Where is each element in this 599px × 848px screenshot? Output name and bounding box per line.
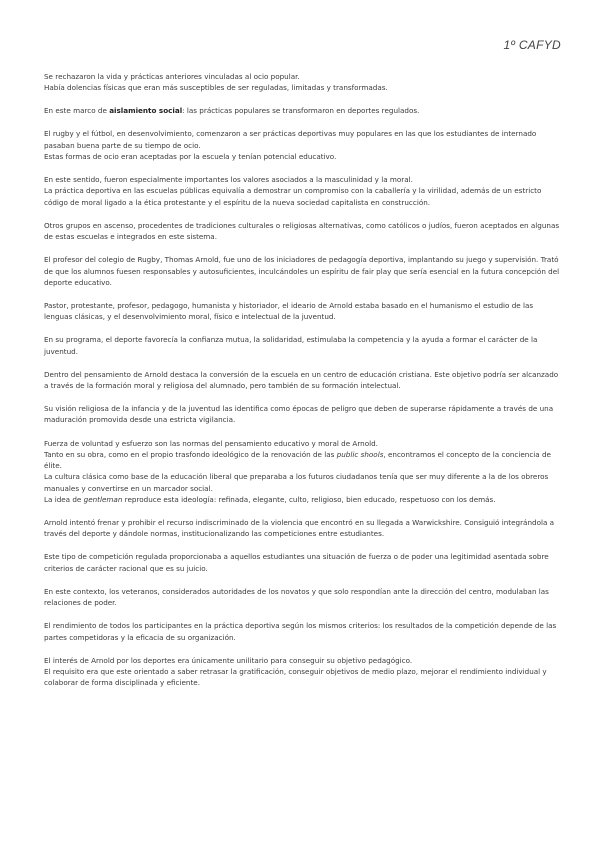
paragraph xyxy=(44,403,562,426)
text-line: La práctica deportiva en las escuelas públicas equivalía a demostrar un compromiso con la caballería y la virilidad, además de un estricto código de moral ligado a la ética protestante y el espíritu de la nueva sociedad capitalista en construcción. xyxy=(44,186,542,207)
paragraph xyxy=(44,334,562,357)
text-line: Su visión religiosa de la infancia y de la juventud las identifica como épocas de peligro que deben de superarse rápidamente a través de una maduración promovida desde una estricta vigilancia. xyxy=(44,404,554,425)
text-line: Este tipo de competición regulada proporcionaba a aquellos estudiantes una situación de fuerza o de poder una legitimidad asentada sobre criterios de carácter racional que es su juicio. xyxy=(44,552,549,573)
paragraph xyxy=(44,620,562,643)
document-body xyxy=(44,71,562,689)
text-line xyxy=(44,449,562,472)
paragraph xyxy=(44,369,562,392)
text-line: En su programa, el deporte favorecía la confianza mutua, la solidaridad, estimulaba la competencia y la ayuda a formar el carácter de la juventud. xyxy=(44,335,538,356)
text-line: El interés de Arnold por los deportes era únicamente unilitario para conseguir su objetivo pedagógico. xyxy=(44,655,413,665)
paragraph xyxy=(44,174,562,208)
text-run: reproduce esta ideología: refinada, elegante, culto, religioso, bien educado, respetuoso con los demás. xyxy=(122,494,496,504)
text-line: Pastor, protestante, profesor, pedagogo, humanista y historiador, el ideario de Arnold estaba basado en el humanismo el estudio de las lenguas clásicas, y el desenvolvimiento moral, físico e intelectual de la juventud. xyxy=(44,300,534,322)
text-line: Arnold intentó frenar y prohibir el recurso indiscriminado de la violencia que encontró en su llegada a Warwickshire. Consiguió integrándola a través del deporte y dándole normas, institucionalizando las competiciones entre estudiantes. xyxy=(44,518,555,539)
text-run: , encontramos el concepto de la conciencia de élite. xyxy=(44,449,551,471)
text-run: : las prácticas populares se transformaron en deportes regulados. xyxy=(182,106,420,116)
text-line: Se rechazaron la vida y prácticas anteriores vinculadas al ocio popular. xyxy=(44,72,300,81)
text-line: El rugby y el fútbol, en desenvolvimiento, comenzaron a ser prácticas deportivas muy populares en las que los estudiantes de internado pasaban buena parte de su tiempo de ocio. xyxy=(44,129,537,150)
text-line: Otros grupos en ascenso, procedentes de tradiciones culturales o religiosas alternativas, como católicos o judíos, fueron aceptados en algunas de estas escuelas e integrados en este sistema. xyxy=(44,220,560,242)
text-line xyxy=(44,105,562,116)
italic-term: gentleman xyxy=(83,494,123,504)
paragraph xyxy=(44,254,562,288)
text-line: Había dolencias físicas que eran más susceptibles de ser reguladas, limitadas y transformadas. xyxy=(44,83,388,93)
bold-term: aislamiento social xyxy=(109,106,183,116)
text-line: Fuerza de voluntad y esfuerzo son las normas del pensamiento educativo y moral de Arnold. xyxy=(44,438,378,448)
text-line: En este contexto, los veteranos, considerados autoridades de los novatos y que solo respondían ante la dirección del centro, modulaban las relaciones de poder. xyxy=(44,586,549,608)
paragraph xyxy=(44,220,562,243)
course-header: 1º CAFYD xyxy=(503,38,561,52)
paragraph xyxy=(44,300,562,323)
italic-term: public shools xyxy=(336,449,384,459)
paragraph xyxy=(44,551,562,574)
text-line: Estas formas de ocio eran aceptadas por la escuela y tenían potencial educativo. xyxy=(44,152,337,162)
text-line: La cultura clásica como base de la educación liberal que preparaba a los futuros ciudadanos tenía que ser muy diferente a la de los obreros manuales y convertirse en un marcador social. xyxy=(44,472,549,493)
text-run: En este marco de xyxy=(44,106,110,116)
paragraph xyxy=(44,438,562,506)
text-line: En este sentido, fueron especialmente importantes los valores asociados a la masculinidad y la moral. xyxy=(44,175,413,185)
paragraph xyxy=(44,71,562,94)
paragraph xyxy=(44,105,562,116)
text-line: Dentro del pensamiento de Arnold destaca la conversión de la escuela en un centro de educación cristiana. Este objetivo podría ser alcanzado a través de la formación moral y religiosa del alumnado, pero también de su formación intelectual. xyxy=(44,369,559,391)
paragraph xyxy=(44,655,562,689)
text-line: El rendimiento de todos los participantes en la práctica deportiva según los mismos criterios: los resultados de la competición depende de las partes competidoras y la eficacia de su organización. xyxy=(44,621,557,642)
paragraph xyxy=(44,128,562,162)
text-run: Tanto en su obra, como en el propio trasfondo ideológico de la renovación de las xyxy=(44,449,337,459)
text-run: La idea de xyxy=(44,494,84,504)
text-line xyxy=(44,494,562,505)
text-line: El profesor del colegio de Rugby, Thomas Arnold, fue uno de los iniciadores de pedagogía deportiva, implantando su juego y supervisión. Trató de que los alumnos fuesen responsables y autosuficientes, inculcándoles un espíritu de fair play que sería esencial en la futura concepción del deporte educativo. xyxy=(44,255,560,287)
paragraph xyxy=(44,517,562,540)
text-line: El requisito era que este orientado a saber retrasar la gratificación, conseguir objetivos de medio plazo, mejorar el rendimiento individual y colaborar de forma disciplinada y eficiente. xyxy=(44,666,547,688)
paragraph xyxy=(44,586,562,609)
